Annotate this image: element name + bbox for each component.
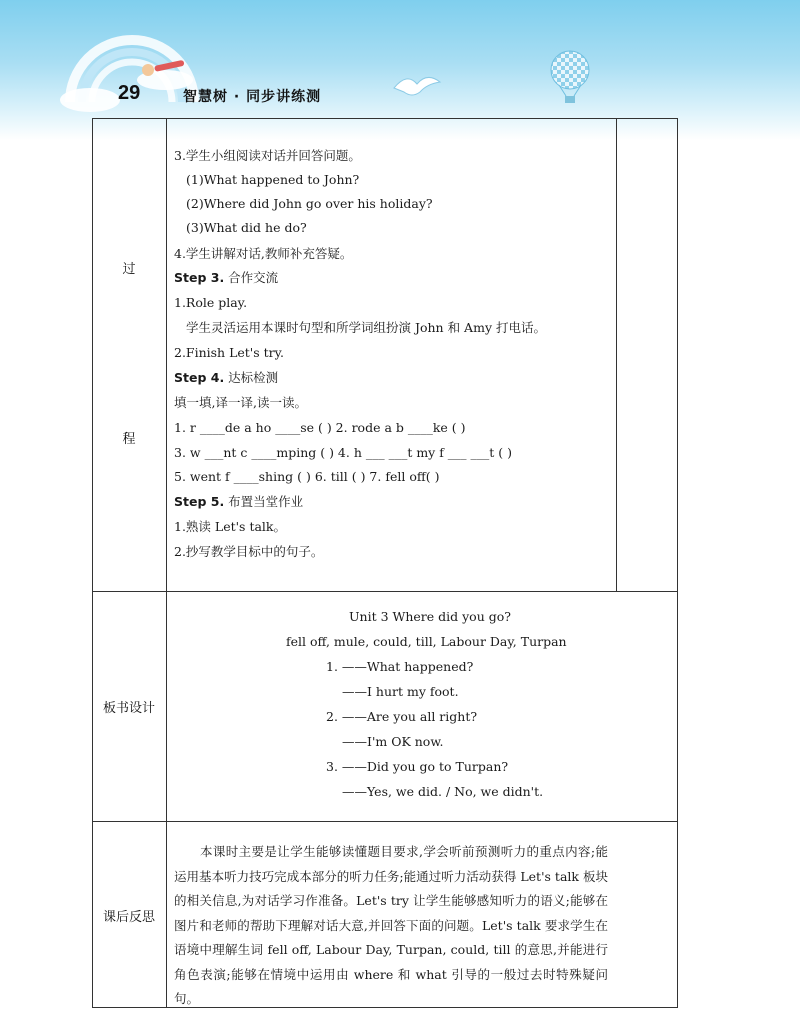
step-4-label: Step 4. (174, 370, 225, 385)
reflection-label: 课后反思 (102, 910, 155, 925)
column-divider-left (166, 118, 167, 1008)
page-number: 29 (118, 82, 141, 104)
board-unit-title: Unit 3 Where did you go? (349, 609, 511, 624)
step-4-heading (174, 368, 278, 388)
step-5-label: Step 5. (174, 494, 225, 509)
process-question-1: (1)What happened to John? (186, 172, 360, 187)
process-line-5: 4.学生讲解对话,教师补充答疑。 (174, 246, 353, 261)
step-4-title: 达标检测 (224, 370, 279, 385)
process-label-top: 过 (122, 262, 136, 277)
bird-illustration (392, 70, 442, 100)
board-question-3: 3. ——Did you go to Turpan? (326, 759, 509, 774)
step-3-title: 合作交流 (224, 270, 279, 285)
board-vocabulary: fell off, mule, could, till, Labour Day, Turpan (286, 634, 567, 649)
homework-line-2: 2.抄写教学目标中的句子。 (174, 544, 324, 559)
process-role-play: 1.Role play. (174, 295, 248, 310)
process-line-1: 3.学生小组阅读对话并回答问题。 (174, 148, 361, 163)
column-divider-right (616, 118, 617, 591)
board-answer-3: ——Yes, we did. / No, we didn't. (342, 784, 544, 799)
book-title: 智慧树 · 同步讲练测 (183, 89, 322, 105)
exercise-line-2: 3. w ___nt c ____mping ( ) 4. h ___ ___t my f ___ ___t ( ) (174, 445, 513, 460)
process-exercise-intro: 填一填,译一译,读一读。 (174, 395, 307, 410)
step-5-heading (174, 492, 303, 512)
board-answer-2: ——I'm OK now. (342, 734, 444, 749)
step-5-title: 布置当堂作业 (224, 494, 304, 509)
board-question-1: 1. ——What happened? (326, 659, 474, 674)
step-3-heading (174, 268, 278, 288)
homework-line-1: 1.熟读 Let's talk。 (174, 519, 286, 534)
row-divider-board (92, 821, 678, 822)
process-role-play-detail: 学生灵活运用本课时句型和所学词组扮演 John 和 Amy 打电话。 (186, 320, 546, 335)
process-question-3: (3)What did he do? (186, 220, 307, 235)
reflection-paragraph: 本课时主要是让学生能够读懂题目要求,学会听前预测听力的重点内容;能运用基本听力技巧完成本部分的听力任务;能通过听力活动获得 Let's talk 板块的相关信息,为对话学习作准备。Let's try 让学生能够感知听力的语义;能够在图片和老师的帮助下理解对话大意,并回答下面的问题。Let's talk 要求学生在语境中理解生词 fell off, Labour Day, Turpan, could, till 的意思,并能进行角色表演;能够在情境中运用由 where 和 what 引导的一般过去时特殊疑问句。 (174, 844, 608, 1006)
board-answer-1: ——I hurt my foot. (342, 684, 459, 699)
step-3-label: Step 3. (174, 270, 225, 285)
process-question-2: (2)Where did John go over his holiday? (186, 196, 433, 211)
board-question-2: 2. ——Are you all right? (326, 709, 478, 724)
exercise-line-3: 5. went f ____shing ( ) 6. till ( ) 7. fell off( ) (174, 469, 440, 484)
row-divider-process (92, 591, 678, 592)
process-finish-lets-try: 2.Finish Let's try. (174, 345, 285, 360)
process-label-bottom: 程 (122, 432, 136, 447)
board-design-label: 板书设计 (102, 701, 155, 716)
exercise-line-1: 1. r ____de a ho ____se ( ) 2. rode a b ____ke ( ) (174, 420, 466, 435)
hot-air-balloon-illustration (545, 50, 595, 105)
